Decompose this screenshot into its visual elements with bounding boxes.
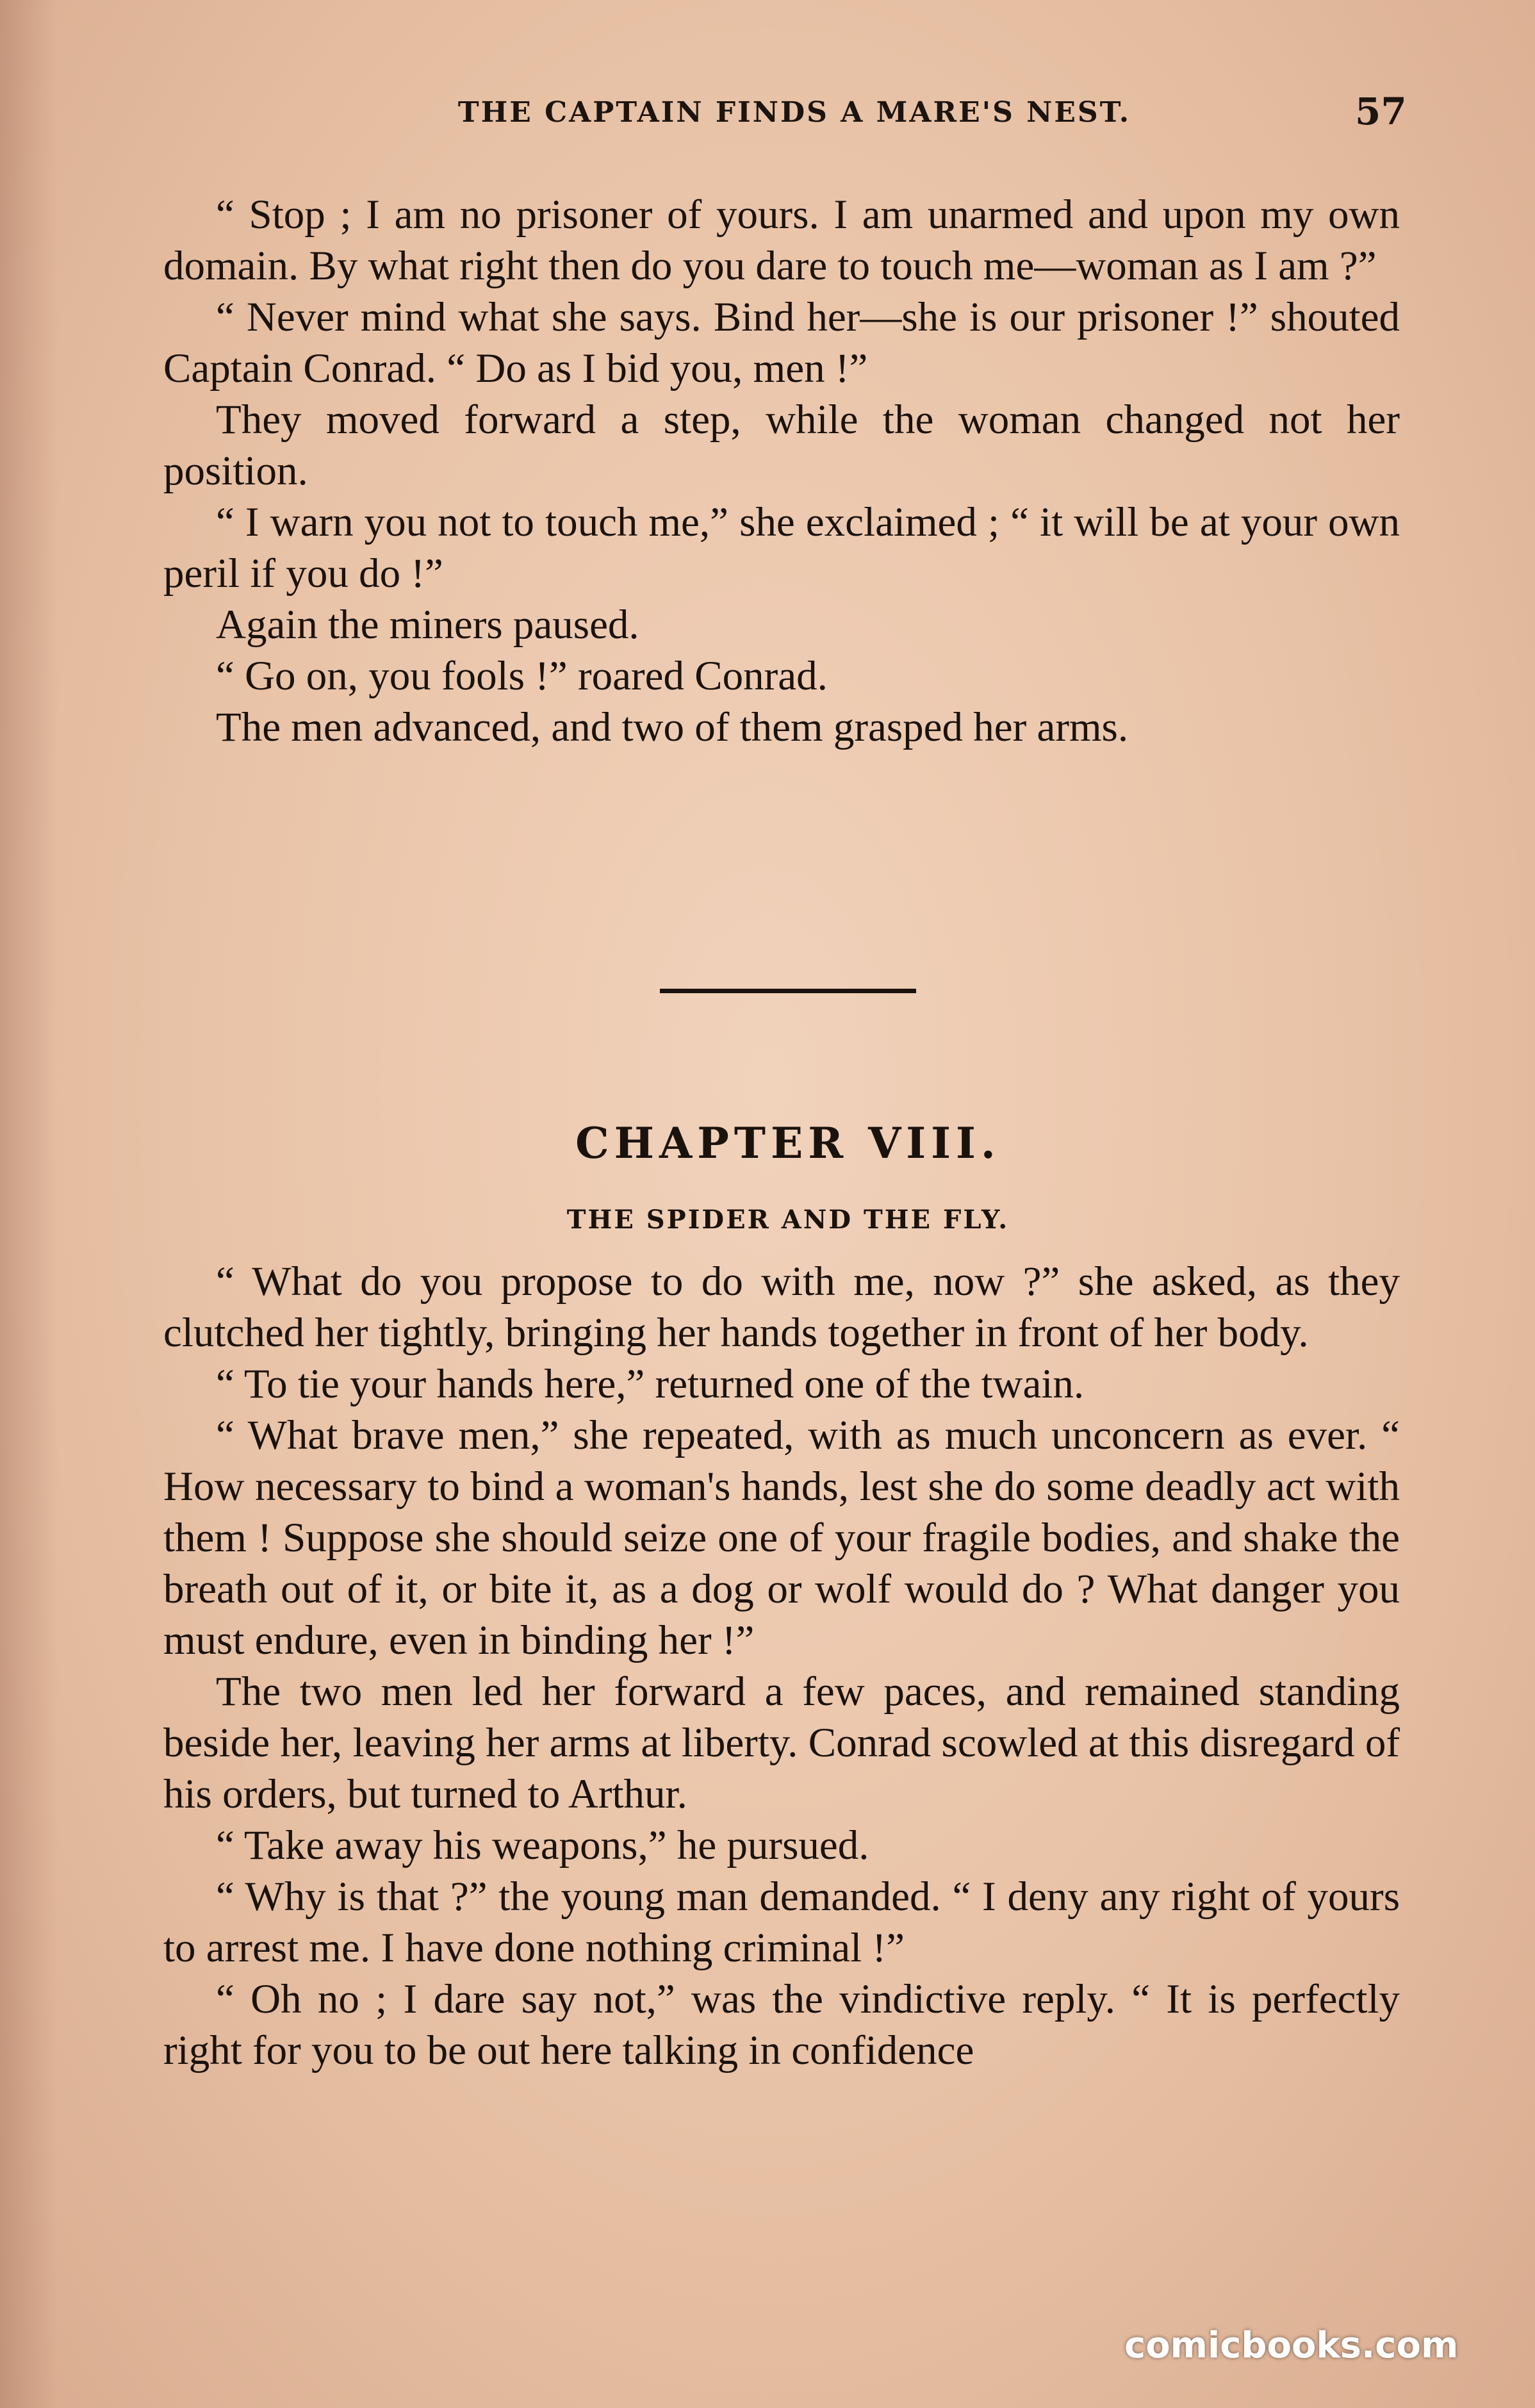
paragraph: “ To tie your hands here,” returned one of the twain. bbox=[216, 1361, 1085, 1407]
paragraph: “ Stop ; I am no prisoner of yours. I am unarmed and upon my own domain. By what right then do you dare to touch me—woman as I am ?” bbox=[163, 192, 1400, 289]
page-gutter-shadow bbox=[0, 0, 58, 2408]
paragraph: “ Take away his weapons,” he pursued. bbox=[216, 1822, 869, 1868]
paragraph: “ Go on, you fools !” roared Conrad. bbox=[216, 653, 828, 699]
text-block-top bbox=[163, 189, 1400, 753]
paragraph: They moved forward a step, while the woman changed not her position. bbox=[163, 397, 1400, 494]
chapter-subtitle: THE SPIDER AND THE FLY. bbox=[566, 1205, 1010, 1235]
paragraph: “ Never mind what she says. Bind her—she is our prisoner !” shouted Captain Conrad. “ Do as I bid you, men !” bbox=[163, 294, 1400, 392]
paragraph: The men advanced, and two of them grasped her arms. bbox=[216, 704, 1129, 750]
section-divider-rule bbox=[660, 989, 916, 993]
paragraph: “ What do you propose to do with me, now ?” she asked, as they clutched her tightly, bringing her hands together in front of her body. bbox=[163, 1258, 1400, 1356]
paragraph: “ What brave men,” she repeated, with as much unconcern as ever. “ How necessary to bind a woman's hands, lest she do some deadly act with them ! Suppose she should seize one of your fragile bodies, and shake the breath out of it, or bite it, as a dog or wolf would do ? What danger you must endure, even in binding her !” bbox=[163, 1412, 1400, 1663]
paragraph: “ I warn you not to touch me,” she exclaimed ; “ it will be at your own peril if you do !” bbox=[163, 499, 1400, 597]
paragraph: “ Why is that ?” the young man demanded. “ I deny any right of yours to arrest me. I have done nothing criminal !” bbox=[163, 1874, 1400, 1971]
paragraph: The two men led her forward a few paces, and remained standing beside her, leaving her arms at liberty. Conrad scowled at this disregard of his orders, but turned to Arthur. bbox=[163, 1669, 1400, 1817]
running-header: THE CAPTAIN FINDS A MARE'S NEST. bbox=[457, 96, 1131, 129]
site-watermark: comicbooks.com bbox=[1124, 2325, 1459, 2366]
paragraph: Again the miners paused. bbox=[216, 602, 639, 648]
text-block-chapter bbox=[163, 1256, 1400, 2076]
page-number: 57 bbox=[1355, 90, 1407, 133]
chapter-title: CHAPTER VIII. bbox=[575, 1118, 1001, 1168]
paragraph: “ Oh no ; I dare say not,” was the vindictive reply. “ It is perfectly right for you to be out here talking in confidence bbox=[163, 1976, 1400, 2074]
